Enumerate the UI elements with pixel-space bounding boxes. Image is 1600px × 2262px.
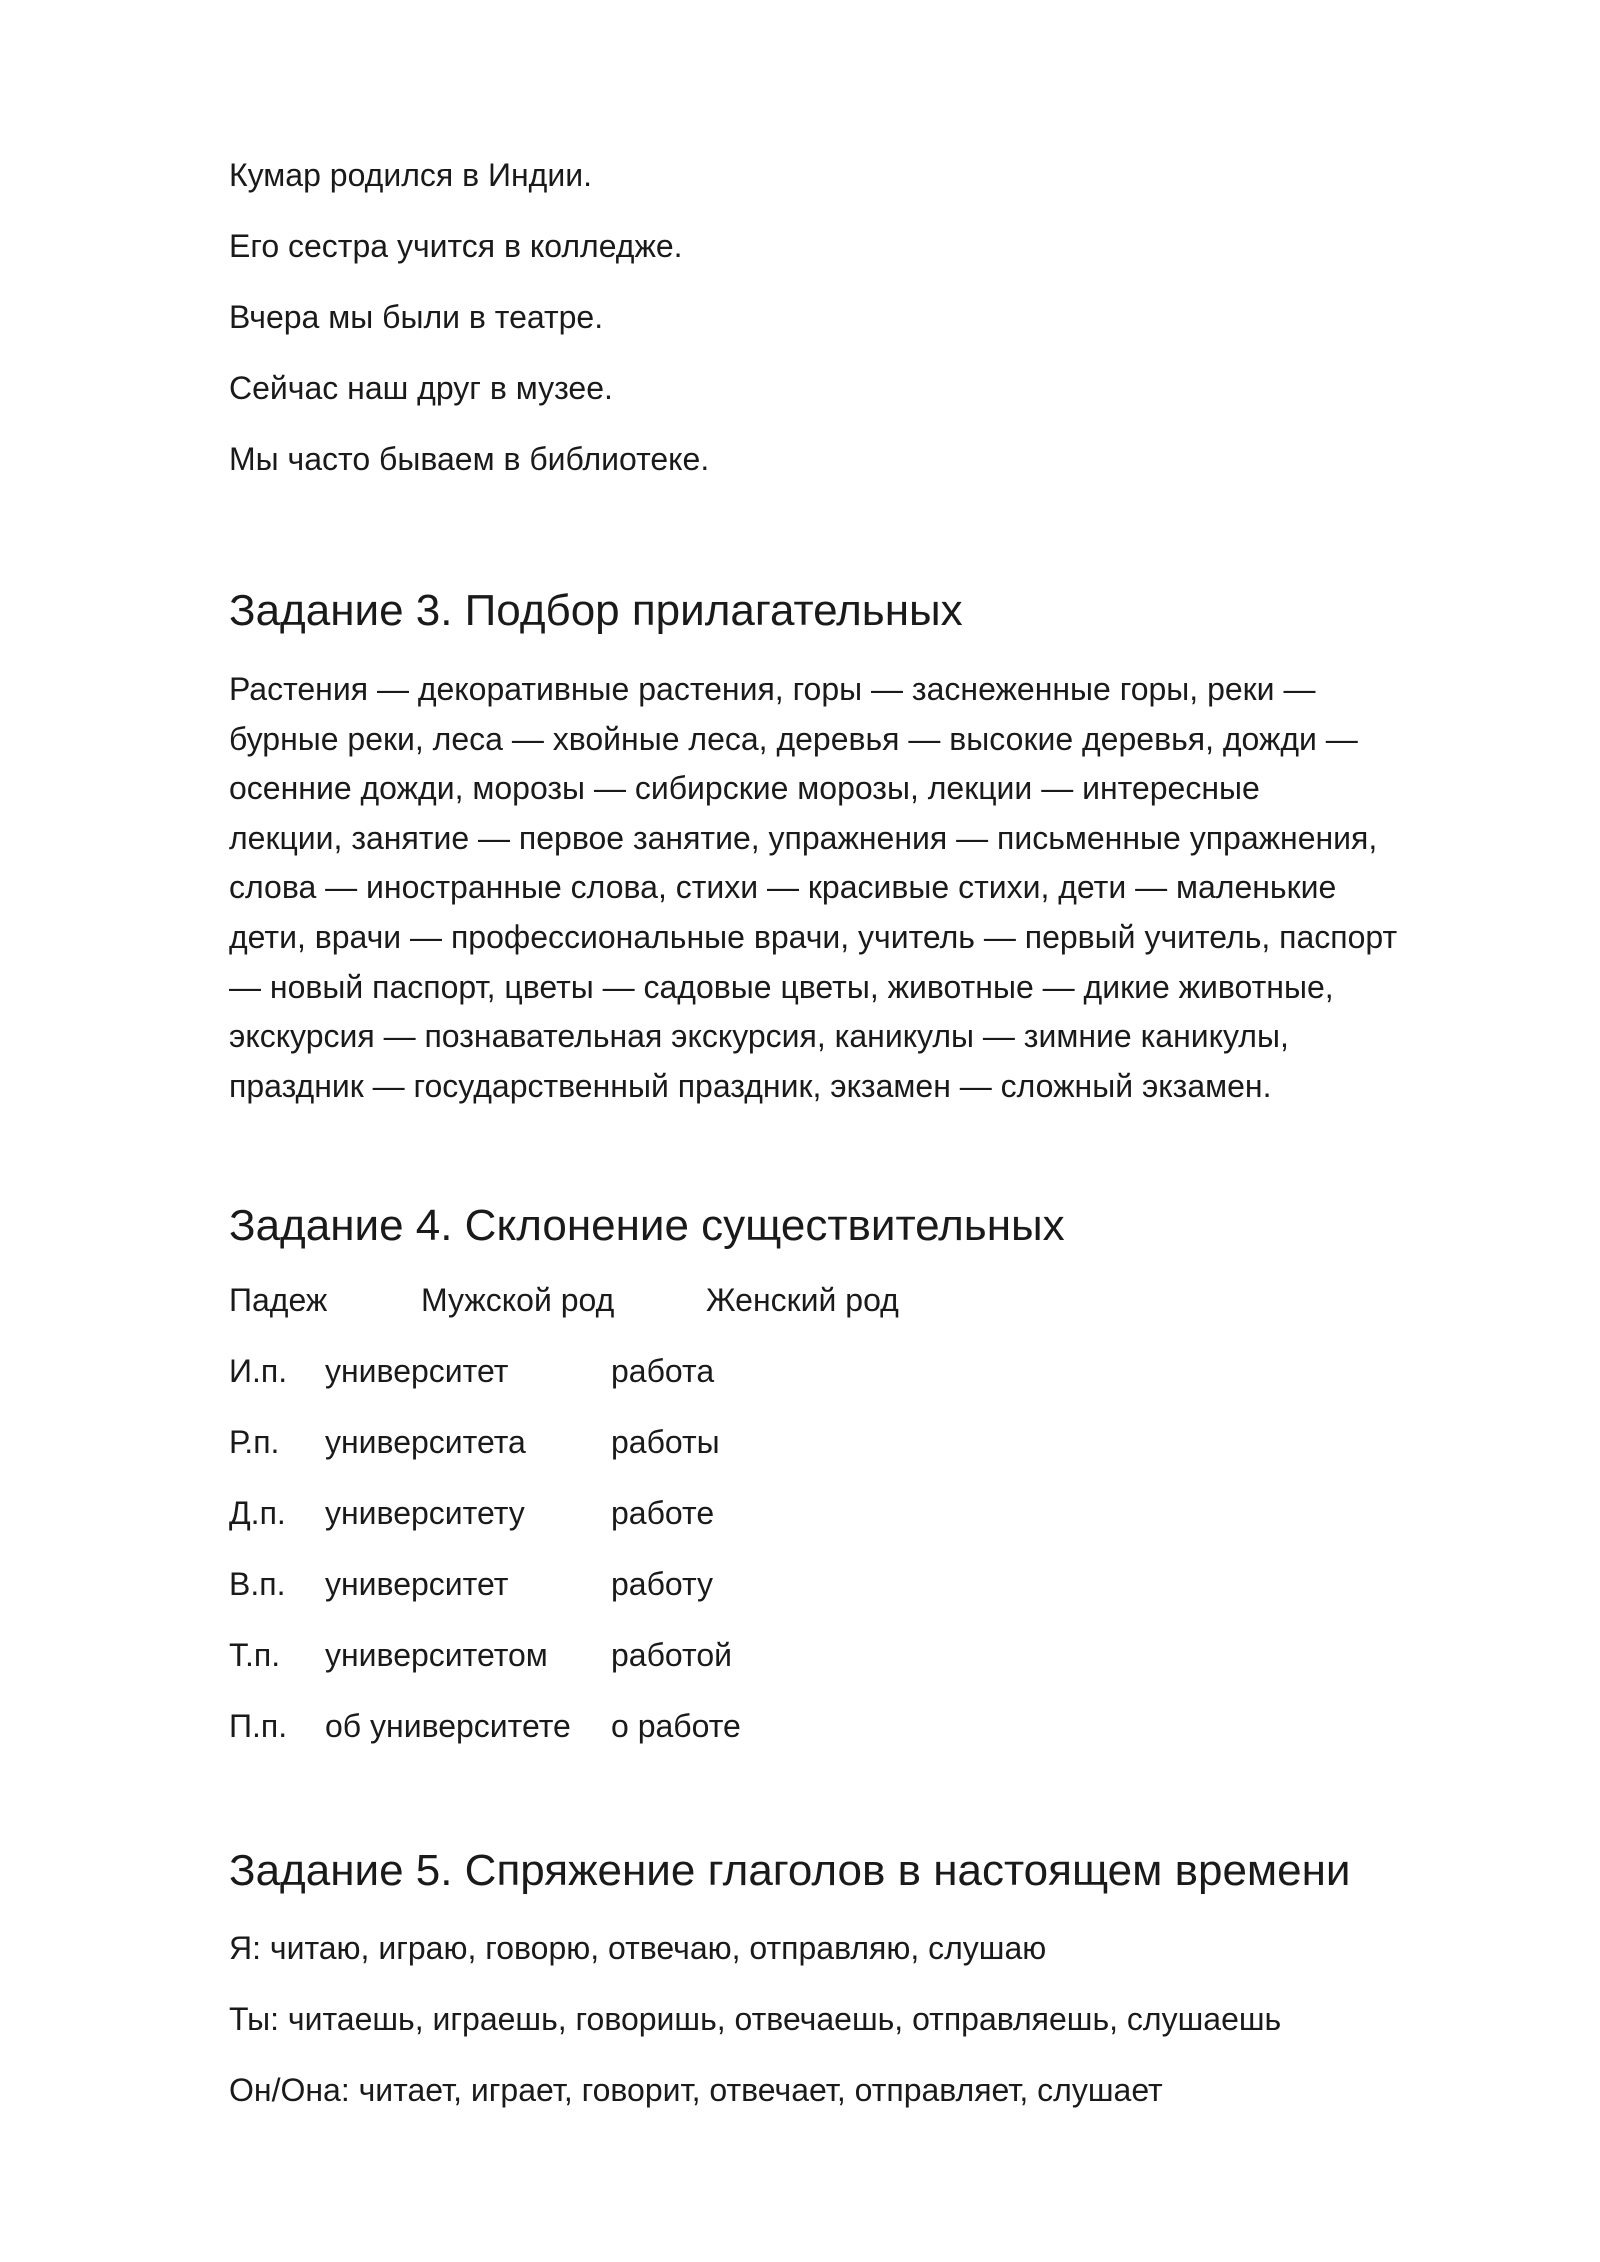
table-cell-feminine: работой: [611, 1637, 732, 1673]
table-cell-masculine: университет: [325, 1566, 509, 1602]
table-header-masculine: Мужской род: [421, 1282, 615, 1318]
task3-line: дети, врачи — профессиональные врачи, учитель — первый учитель, паспорт: [229, 918, 1398, 955]
table-cell-masculine: об университете: [325, 1708, 571, 1744]
table-cell-case: Д.п.: [229, 1495, 286, 1531]
sentence-5: Мы часто бываем в библиотеке.: [229, 441, 710, 477]
table-cell-masculine: университета: [325, 1424, 526, 1460]
task3-line: — новый паспорт, цветы — садовые цветы, животные — дикие животные,: [229, 968, 1334, 1005]
task4-heading: Задание 4. Склонение существительных: [229, 1201, 1065, 1250]
sentence-4: Сейчас наш друг в музее.: [229, 370, 613, 406]
table-cell-masculine: университет: [325, 1353, 509, 1389]
task3-paragraph: [229, 665, 1529, 1111]
task3-heading: Задание 3. Подбор прилагательных: [229, 586, 963, 635]
table-cell-case: Р.п.: [229, 1424, 280, 1460]
table-cell-masculine: университету: [325, 1495, 525, 1531]
table-cell-case: И.п.: [229, 1353, 288, 1389]
sentence-1: Кумар родился в Индии.: [229, 157, 592, 193]
conjugation-line-on-ona: Он/Она: читает, играет, говорит, отвечает, отправляет, слушает: [229, 2072, 1163, 2108]
task3-line: лекции, занятие — первое занятие, упражнения — письменные упражнения,: [229, 819, 1378, 856]
sentence-2: Его сестра учится в колледже.: [229, 228, 683, 264]
task3-line: осенние дожди, морозы — сибирские морозы, лекции — интересные: [229, 770, 1260, 807]
task3-line: бурные реки, леса — хвойные леса, деревья — высокие деревья, дожди —: [229, 720, 1358, 757]
table-cell-feminine: работу: [611, 1566, 714, 1602]
table-header-case: Падеж: [229, 1282, 328, 1318]
table-cell-feminine: о работе: [611, 1708, 741, 1744]
table-cell-masculine: университетом: [325, 1637, 548, 1673]
table-header-feminine: Женский род: [706, 1282, 899, 1318]
task3-line: слова — иностранные слова, стихи — красивые стихи, дети — маленькие: [229, 869, 1337, 906]
task3-line: экскурсия — познавательная экскурсия, каникулы — зимние каникулы,: [229, 1018, 1289, 1055]
table-cell-feminine: работа: [611, 1353, 715, 1389]
conjugation-line-ya: Я: читаю, играю, говорю, отвечаю, отправляю, слушаю: [229, 1930, 1047, 1966]
table-cell-feminine: работе: [611, 1495, 715, 1531]
task3-line: праздник — государственный праздник, экзамен — сложный экзамен.: [229, 1067, 1272, 1104]
table-cell-case: Т.п.: [229, 1637, 281, 1673]
table-cell-feminine: работы: [611, 1424, 720, 1460]
sentence-3: Вчера мы были в театре.: [229, 299, 604, 335]
conjugation-line-ty: Ты: читаешь, играешь, говоришь, отвечаешь, отправляешь, слушаешь: [229, 2001, 1282, 2037]
table-cell-case: П.п.: [229, 1708, 288, 1744]
task5-heading: Задание 5. Спряжение глаголов в настоящем времени: [229, 1846, 1351, 1895]
task3-line: Растения — декоративные растения, горы — заснеженные горы, реки —: [229, 671, 1316, 707]
table-cell-case: В.п.: [229, 1566, 286, 1602]
